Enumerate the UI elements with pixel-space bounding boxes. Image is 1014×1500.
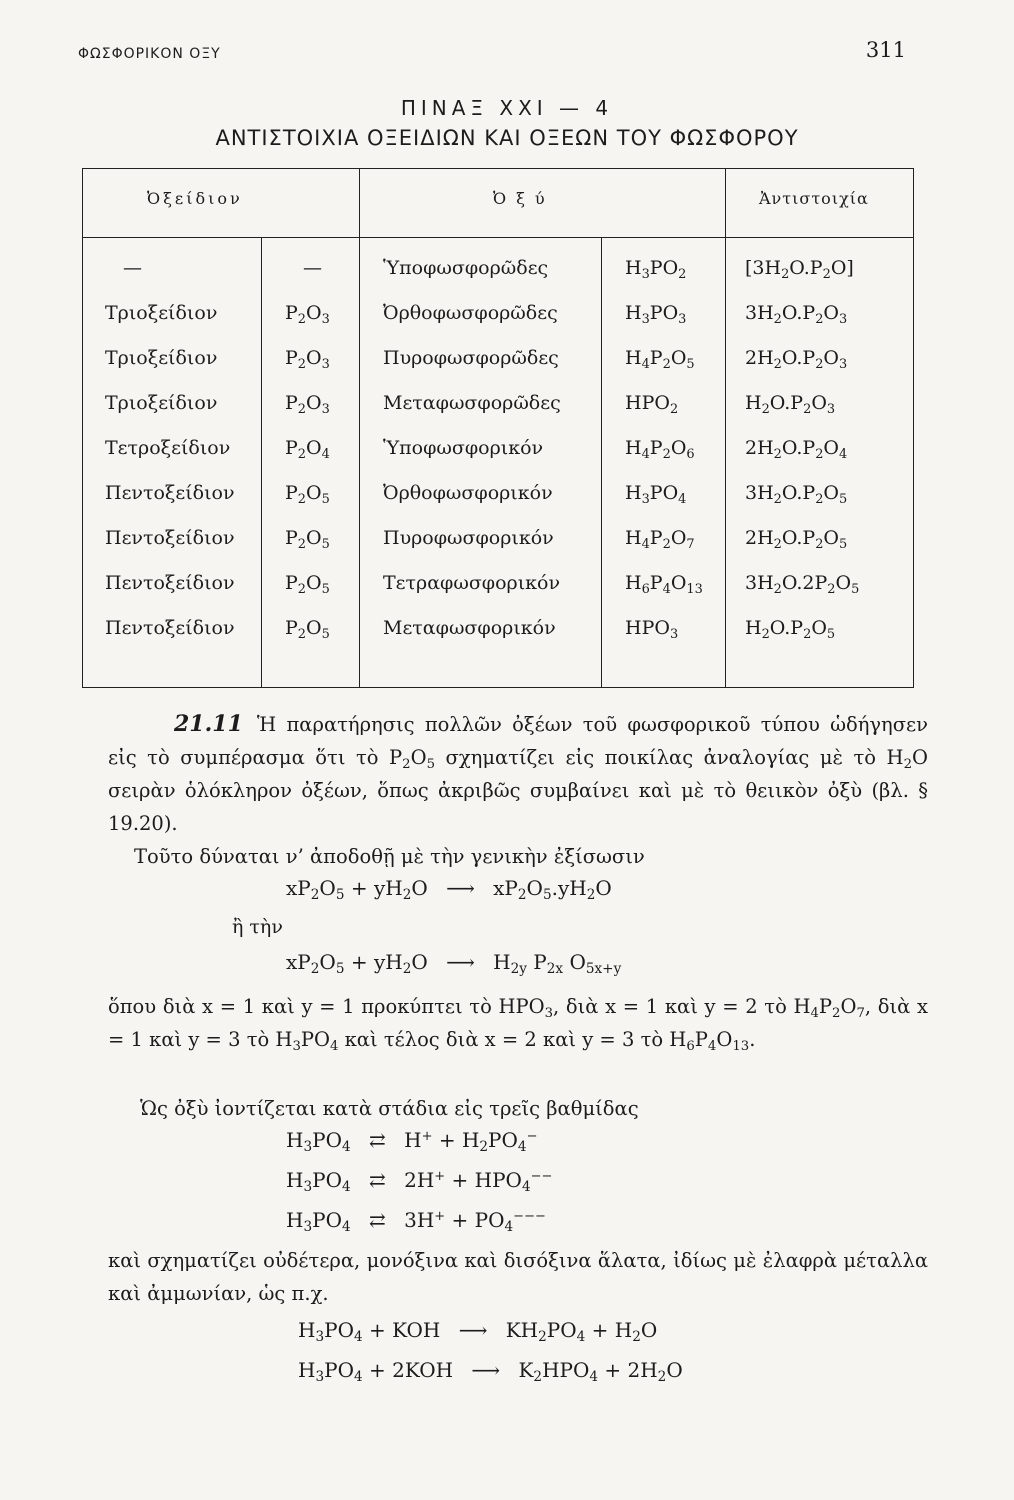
text-or: ἢ τὴν: [232, 916, 283, 938]
oxide-formula-cell: $P_2O_3$: [285, 347, 330, 372]
correspondence-cell: $2H_2O.P_2O_5$: [745, 527, 848, 552]
acid-formula-cell: $H_4P_2O_7$: [625, 527, 695, 552]
oxide-name-cell: Πεντοξείδιον: [105, 617, 235, 639]
correspondence-cell: $H_2O.P_2O_3$: [745, 392, 836, 417]
acid-formula-cell: $H_6P_4O_{13}$: [625, 572, 703, 597]
reaction-1: $H_3PO_4$ + KOH ⟶ $KH_2PO_4 + H_2O$: [298, 1318, 658, 1346]
correspondence-cell: $[3H_2O.P_2O]$: [745, 257, 854, 282]
oxide-name-cell: Τριοξείδιον: [105, 302, 218, 324]
table-divider: [601, 237, 602, 687]
oxide-name-cell: Τριοξείδιον: [105, 347, 218, 369]
oxide-formula-cell: $P_2O_4$: [285, 437, 330, 462]
acid-name-cell: Τετραφωσφορικόν: [383, 572, 561, 594]
ionization-step-2: $H_3PO_4$ ⇄ $2H^+ + HPO_4^{--}$: [286, 1168, 553, 1196]
oxide-name-cell: —: [123, 257, 142, 279]
acid-name-cell: Ὑποφωσφορῶδες: [383, 257, 549, 279]
oxide-formula-cell: $P_2O_5$: [285, 482, 330, 507]
table-divider: [359, 169, 360, 687]
equation-general-1: $xP_2O_5 + yH_2O$ ⟶ $xP_2O_5.yH_2O$: [286, 876, 612, 904]
oxide-name-cell: Πεντοξείδιον: [105, 572, 235, 594]
header-rule: [83, 237, 913, 238]
oxide-name-cell: Τετροξείδιον: [105, 437, 231, 459]
section-number: 21.11: [174, 711, 243, 737]
acid-formula-cell: $H_4P_2O_5$: [625, 347, 695, 372]
oxide-formula-cell: —: [303, 257, 322, 279]
acid-name-cell: Πυροφωσφορῶδες: [383, 347, 559, 369]
acid-formula-cell: $H_3PO_3$: [625, 302, 687, 327]
correspondence-cell: $3H_2O.P_2O_3$: [745, 302, 848, 327]
correspondence-cell: $H_2O.P_2O_5$: [745, 617, 836, 642]
acid-formula-cell: $H_3PO_4$: [625, 482, 687, 507]
running-head: ΦΩΣΦΟΡΙΚΟΝ ΟΞΥ: [78, 46, 221, 62]
oxide-formula-cell: $P_2O_3$: [285, 302, 330, 327]
reaction-2: $H_3PO_4 + 2KOH$ ⟶ $K_2HPO_4 + 2H_2O$: [298, 1358, 683, 1386]
header-oxide: Ὀξείδιον: [147, 189, 243, 208]
oxide-name-cell: Πεντοξείδιον: [105, 527, 235, 549]
acid-formula-cell: $HPO_3$: [625, 617, 679, 642]
acid-formula-cell: $H_3PO_2$: [625, 257, 687, 282]
correspondence-cell: $3H_2O.P_2O_5$: [745, 482, 848, 507]
acid-name-cell: Μεταφωσφορικόν: [383, 617, 556, 639]
ionization-step-1: $H_3PO_4$ ⇄ $H^+ + H_2PO_4^-$: [286, 1128, 538, 1156]
acid-name-cell: Ὑποφωσφορικόν: [383, 437, 544, 459]
correspondence-cell: $3H_2O.2P_2O_5$: [745, 572, 860, 597]
table-label: ΠΙΝΑΞ XXI — 4: [400, 96, 614, 120]
paragraph-text: Ἡ παρατήρησις πολλῶν ὀξέων τοῦ φωσφορικοῦ τύπου ὡδήγησεν εἰς τὸ συμπέρασμα ὅτι τὸ $P_2O_5$ σχηματίζει εἰς ποικίλας ἀναλογίας μὲ τὸ $H_2O$ σειρὰν ὁλόκληρον ὀξέων, ὅπως ἀκριβῶς συμβαίνει καὶ μὲ τὸ θειικὸν ὀξὺ (βλ. § 19.20).: [108, 713, 928, 835]
acid-formula-cell: $H_4P_2O_6$: [625, 437, 695, 462]
correspondence-cell: $2H_2O.P_2O_4$: [745, 437, 848, 462]
oxide-formula-cell: $P_2O_5$: [285, 572, 330, 597]
paragraph-intro: [108, 708, 928, 840]
oxide-formula-cell: $P_2O_5$: [285, 617, 330, 642]
paragraph-values: ὅπου διὰ x = 1 καὶ y = 1 προκύπτει τὸ $HPO_3$, διὰ x = 1 καὶ y = 2 τὸ $H_4P_2O_7$, διὰ x = 1 καὶ y = 3 τὸ $H_3PO_4$ καὶ τέλος διὰ x = 2 καὶ y = 3 τὸ $H_6P_4O_{13}$.: [108, 995, 929, 1054]
phosphorus-table: [82, 168, 914, 688]
acid-name-cell: Μεταφωσφορῶδες: [383, 392, 561, 414]
table-divider: [725, 169, 726, 687]
table-title: ΑΝΤΙΣΤΟΙΧΙΑ ΟΞΕΙΔΙΩΝ ΚΑΙ ΟΞΕΩΝ ΤΟΥ ΦΩΣΦΟΡΟΥ: [215, 126, 799, 150]
header-acid: Ὀξύ: [493, 189, 555, 208]
oxide-name-cell: Πεντοξείδιον: [105, 482, 235, 504]
equation-general-2: $xP_2O_5 + yH_2O$ ⟶ $H_{2y}$ $P_{2x}$ $O_{5x+y}$: [286, 950, 622, 978]
acid-name-cell: Ὀρθοφωσφορῶδες: [383, 302, 558, 324]
paragraph-ionization: Ὡς ὀξὺ ἰοντίζεται κατὰ στάδια εἰς τρεῖς βαθμίδας: [140, 1097, 639, 1120]
acid-name-cell: Πυροφωσφορικόν: [383, 527, 554, 549]
table-divider: [261, 237, 262, 687]
paragraph-general-equation: Τοῦτο δύναται ν’ ἀποδοθῇ μὲ τὴν γενικὴν ἐξίσωσιν: [134, 845, 645, 868]
correspondence-cell: $2H_2O.P_2O_3$: [745, 347, 848, 372]
page-number: 311: [865, 38, 906, 62]
ionization-step-3: $H_3PO_4$ ⇄ $3H^+ + PO_4^{---}$: [286, 1208, 546, 1236]
paragraph-salts: καὶ σχηματίζει οὐδέτερα, μονόξινα καὶ δισόξινα ἅλατα, ἰδίως μὲ ἐλαφρὰ μέταλλα καὶ ἀμμωνίαν, ὡς π.χ.: [108, 1249, 928, 1305]
acid-formula-cell: $HPO_2$: [625, 392, 679, 417]
oxide-formula-cell: $P_2O_5$: [285, 527, 330, 552]
acid-name-cell: Ὀρθοφωσφορικόν: [383, 482, 553, 504]
oxide-name-cell: Τριοξείδιον: [105, 392, 218, 414]
header-correspondence: Ἀντιστοιχία: [759, 189, 869, 208]
oxide-formula-cell: $P_2O_3$: [285, 392, 330, 417]
